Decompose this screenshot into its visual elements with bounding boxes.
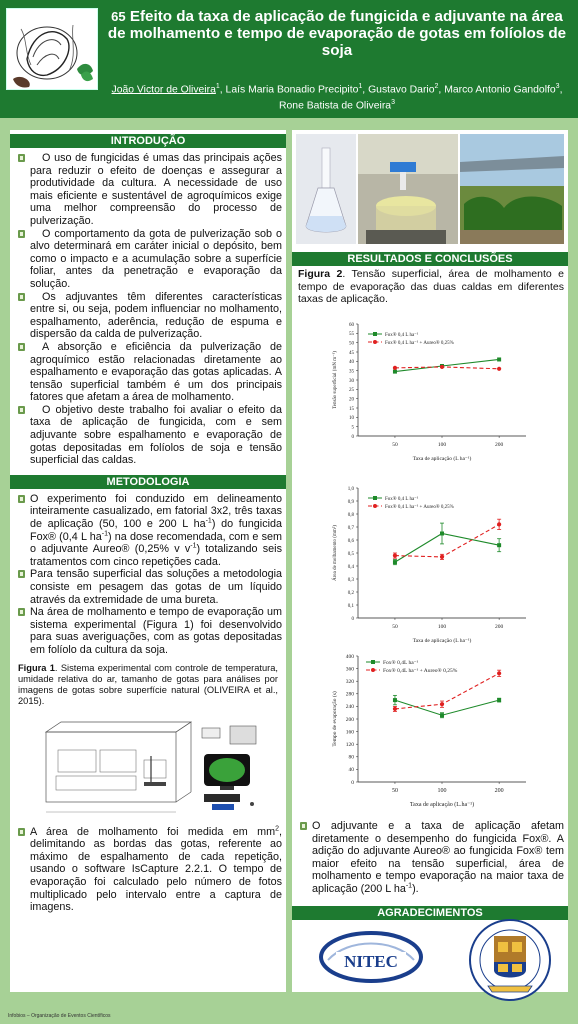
- y-tick-label: 50: [349, 341, 354, 347]
- poster-header: [0, 0, 578, 118]
- y-tick-label: 45: [349, 350, 354, 356]
- figure-1-diagram: [16, 712, 280, 820]
- wetting-area-chart: [320, 480, 540, 648]
- author-name: Marco Antonio Gandolfo: [444, 84, 556, 96]
- poster-title: [102, 8, 572, 59]
- y-tick-label: 25: [349, 388, 354, 394]
- y-tick-label: 320: [345, 679, 354, 685]
- x-axis-label: Taxa de aplicação (L ha⁻¹): [412, 638, 472, 644]
- legend-label: Fox® 0,4L ha⁻¹ + Aureo® 0,25%: [383, 667, 458, 674]
- x-tick-label: 200: [494, 788, 504, 794]
- x-tick-label: 100: [437, 624, 447, 630]
- y-tick-label: 160: [345, 729, 354, 736]
- legend-marker: [373, 504, 377, 508]
- nitec-logo: [318, 930, 424, 984]
- y-tick-label: 0,9: [347, 499, 354, 505]
- y-tick-label: 240: [345, 704, 354, 711]
- y-tick-label: 20: [349, 397, 354, 403]
- y-tick-label: 0,1: [347, 603, 354, 609]
- x-tick-label: 50: [391, 788, 398, 794]
- y-tick-label: 0: [351, 434, 354, 440]
- author-name: João Victor de Oliveira: [111, 84, 216, 96]
- nitec-logo-text: NITEC: [344, 952, 398, 971]
- x-tick-label: 100: [437, 442, 447, 448]
- figure-2-caption: Figura 2. Tensão superficial, área de molhamento e tempo de evaporação das duas caldas em diferentes taxas de aplicação.: [298, 268, 565, 305]
- evaporation-time-chart: [320, 646, 540, 812]
- legend-marker: [373, 496, 377, 500]
- data-point: [497, 367, 501, 371]
- resultados-heading: RESULTADOS E CONCLUSÕES: [292, 252, 568, 266]
- legend-marker: [371, 660, 375, 664]
- y-tick-label: 0: [351, 779, 354, 786]
- y-tick-label: 0,5: [347, 551, 354, 557]
- x-axis-label: Taxa de aplicação (L.ha⁻¹): [409, 802, 475, 808]
- data-point: [393, 707, 397, 711]
- legend-label: Fox® 0,4 L ha⁻¹ + Aureo® 0,25%: [385, 504, 454, 510]
- data-point: [440, 555, 444, 559]
- y-tick-label: 55: [349, 332, 354, 338]
- y-tick-label: 5: [351, 425, 354, 431]
- conclusion-paragraph: O adjuvante e a taxa de aplicação afetam diretamente o desempenho do fungicida Fox®. A adição do adjuvante Aureo® ao fungicida Fox® tem maior efeito na tensão superficial, área de molhamento e tempo evaporação na maior taxa de aplicação (200 L $ha^{-1}$).: [298, 820, 564, 896]
- author-affiliation: 1: [215, 83, 220, 90]
- y-tick-label: 10: [349, 416, 354, 422]
- data-point: [393, 554, 397, 558]
- photo-strip: [296, 134, 564, 244]
- data-point: [440, 702, 444, 706]
- legend-label: Fox® 0,4 L ha⁻¹ + Aureo® 0,25%: [385, 340, 454, 346]
- data-point: [440, 713, 444, 717]
- intro-paragraph: Os adjuvantes têm diferentes características entre si, ou seja, podem influenciar no molhamento, espalhamento, aderência, redução de espuma e dispersão da calda de pulverização.: [16, 291, 282, 341]
- data-point: [497, 698, 501, 702]
- poster-number: 65: [111, 9, 126, 24]
- legend-marker: [371, 668, 375, 672]
- data-point: [393, 560, 397, 564]
- y-tick-label: 80: [348, 754, 354, 761]
- data-point: [393, 366, 397, 370]
- data-point: [393, 698, 397, 702]
- x-tick-label: 200: [494, 442, 504, 448]
- y-tick-label: 400: [345, 653, 354, 660]
- x-tick-label: 50: [392, 442, 398, 448]
- authors-line: João Victor de Oliveira$^1$, Laís Maria Bonadio Precipito$^1$, Gustavo Dario$^2$, Marco Antonio Gandolfo$^3$, Rone Batista de Oliveira$^3$: [111, 83, 563, 112]
- intro-paragraph: A absorção e eficiência da pulverização de agroquímico estão relacionadas diretamente ao espalhamento e evaporação das gotas aplicadas. A tensão superficial também é um dos principais fatores que afetam a área de molhamento.: [16, 341, 282, 404]
- bullet-icon: [18, 828, 25, 836]
- legend-label: Fox® 0,4L ha⁻¹: [383, 659, 419, 666]
- data-point: [497, 522, 501, 526]
- y-tick-label: 35: [349, 369, 354, 375]
- y-tick-label: 40: [348, 767, 354, 774]
- bullet-icon: [18, 406, 25, 414]
- agradecimentos-heading: AGRADECIMENTOS: [292, 906, 568, 920]
- x-axis-label: Taxa de aplicação (L ha⁻¹): [412, 456, 472, 462]
- author-name: Rone Batista de Oliveira: [279, 100, 392, 112]
- surface-tension-chart: [320, 316, 540, 466]
- metodo-paragraph: Para tensão superficial das soluções a metodologia consiste em pesagem das gotas de um líquido através da extremidade de uma bureta.: [16, 568, 282, 606]
- metodo-paragraph: O experimento foi conduzido em delineamento inteiramente casualizado, em fatorial 3x2, três taxas de aplicação (50, 100 e 200 L $ha^{-1}$) do fungicida Fox® (0,4 L $ha^{-1}$) na dose recomendada, com e sem o adjuvante Aureo® (0,25% v $v^{-1}$) totalizando seis tratamentos com cinco repetições cada.: [16, 493, 282, 569]
- legend-label: Fox® 0,4 L ha⁻¹: [385, 332, 419, 338]
- legend-label: Fox® 0,4 L ha⁻¹: [385, 496, 419, 502]
- y-tick-label: 40: [349, 360, 354, 366]
- y-tick-label: 0: [351, 616, 354, 622]
- data-point: [497, 671, 501, 675]
- footer-credit: Infobios – Organização de Eventos Científicos: [8, 1013, 111, 1019]
- author-affiliation: 3: [391, 99, 395, 107]
- y-tick-label: 15: [349, 406, 354, 412]
- data-point: [497, 543, 501, 547]
- y-tick-label: 0,2: [347, 590, 354, 596]
- x-tick-label: 100: [437, 788, 447, 794]
- y-tick-label: 0,4: [347, 564, 354, 570]
- bullet-icon: [18, 230, 25, 238]
- metodo-paragraph: A área de molhamento foi medida em $mm^2$, delimitando as bordas das gotas, referente ao máximo de espalhamento de cada repetição, usando o software IsCapture 2.2.1. O tempo de evaporação foi calculado pelo número de fotos multiplicado pelo intervalo entre a captura de imagens.: [16, 826, 282, 914]
- data-point: [393, 370, 397, 374]
- introducao-heading: INTRODUÇÃO: [10, 134, 286, 148]
- author-affiliation: 2: [434, 83, 439, 90]
- y-axis-label: Tensão superficial (mN m⁻¹): [333, 351, 338, 409]
- x-tick-label: 200: [494, 624, 504, 630]
- data-point: [440, 365, 444, 369]
- author-name: Laís Maria Bonadio Precipito: [225, 84, 359, 96]
- y-tick-label: 280: [345, 691, 354, 698]
- x-tick-label: 50: [392, 624, 398, 630]
- bullet-icon: [18, 570, 25, 578]
- poster-title-text: Efeito da taxa de aplicação de fungicida e adjuvante na área de molhamento e tempo de evaporação de gotas em folíolos de soja: [107, 8, 567, 59]
- y-tick-label: 0,3: [347, 577, 354, 583]
- bullet-icon: [18, 154, 25, 162]
- y-tick-label: 1,0: [347, 486, 354, 492]
- bullet-icon: [18, 495, 25, 503]
- metodologia-heading: METODOLOGIA: [10, 475, 286, 489]
- left-column: [10, 130, 286, 992]
- y-tick-label: 120: [345, 742, 354, 748]
- y-tick-label: 0,8: [347, 512, 354, 518]
- author-name: Gustavo Dario: [368, 84, 435, 96]
- intro-paragraph: O comportamento da gota de pulverização sob o alvo determinará em caráter inicial o depósito, bem como o impacto e a acumulação sobre a superfície foliar, antes da penetração e evaporação da solução.: [16, 228, 282, 291]
- y-axis-label: Área de molhamento (mm²): [333, 525, 338, 581]
- soybean-illustration-logo: [6, 8, 98, 90]
- y-tick-label: 0,6: [347, 538, 354, 544]
- legend-marker: [373, 332, 377, 336]
- bullet-icon: [18, 293, 25, 301]
- y-tick-label: 200: [345, 716, 354, 723]
- figure-1-caption: Figura 1. Sistema experimental com controle de temperatura, umidade relativa do ar, tamanho de gotas para análises por imagens de gotas sobre superfície natural (OLIVEIRA et al., 2015).: [18, 662, 278, 706]
- y-tick-label: 60: [349, 322, 354, 328]
- intro-paragraph: O objetivo deste trabalho foi avaliar o efeito da taxa de aplicação de fungicida, com e sem adjuvante sobre espalhamento e evaporação de gotas depositadas em folíolos de soja e tensão superficial das caldas.: [16, 404, 282, 467]
- author-affiliation: 1: [358, 83, 363, 90]
- legend-marker: [373, 340, 377, 344]
- y-tick-label: 0,7: [347, 525, 354, 531]
- metodo-paragraph: Na área de molhamento e tempo de evaporação um sistema experimental (Figura 1) foi desenvolvido para suas averiguações, com as gotas depositadas em folíolo da cultura da soja.: [16, 606, 282, 656]
- y-axis-label: Tempo de evaporação (s): [332, 691, 338, 747]
- university-seal-logo: [468, 918, 552, 1002]
- bullet-icon: [300, 822, 307, 830]
- bullet-icon: [18, 343, 25, 351]
- author-affiliation: 3: [555, 83, 560, 90]
- y-tick-label: 360: [345, 666, 354, 673]
- intro-paragraph: O uso de fungicidas é umas das principais ações para reduzir o efeito de doenças e assegurar a produtividade da cultura. A necessidade de uso mais eficiente e sustentável de agroquímicos exige uma melhor compreensão do processo de pulverização.: [16, 152, 282, 228]
- y-tick-label: 30: [349, 378, 354, 384]
- right-column: [292, 130, 568, 992]
- data-point: [440, 532, 444, 536]
- bullet-icon: [18, 608, 25, 616]
- data-point: [497, 357, 501, 361]
